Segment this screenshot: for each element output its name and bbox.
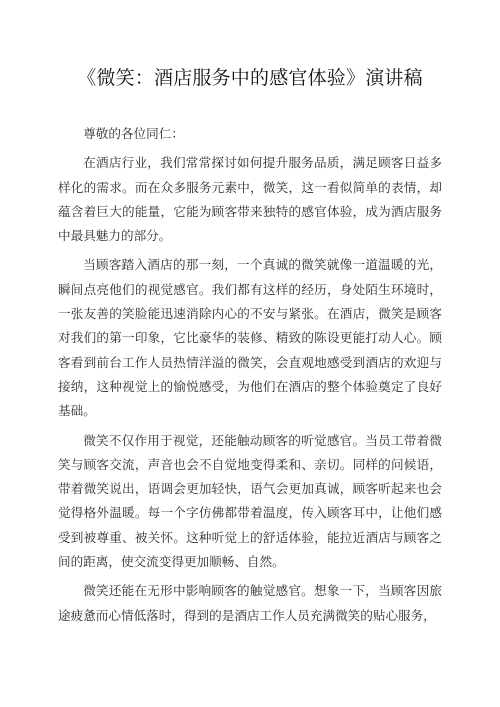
salutation: 尊敬的各位同仁： — [83, 126, 184, 141]
paragraph-auditory-sense: 微笑不仅作用于视觉，还能触动顾客的听觉感官。当员工带着微笑与顾客交流，声音也会不自觉地变得柔和、亲切。同样的问候语，带着微笑说出，语调会更加轻快，语气会更加真诚，顾客听起来也会觉得格外温暖。每一个字仿佛都带着温度，传入顾客耳中，让他们感受到被尊重、被关怀。这种听觉上的舒适体验，能拉近酒店与顾客之间的距离，使交流变得更加顺畅、自然。 — [58, 432, 442, 570]
document-body — [58, 122, 442, 628]
paragraph-intro: 在酒店行业，我们常常探讨如何提升服务品质，满足顾客日益多样化的需求。而在众多服务元素中，微笑，这一看似简单的表情，却蕴含着巨大的能量，它能为顾客带来独特的感官体验，成为酒店服务中最具魅力的部分。 — [58, 155, 442, 244]
paragraph-visual-sense: 当顾客踏入酒店的那一刻，一个真诚的微笑就像一道温暖的光，瞬间点亮他们的视觉感官。我们都有这样的经历，身处陌生环境时，一张友善的笑脸能迅速消除内心的不安与紧张。在酒店，微笑是顾客对我们的第一印象，它比豪华的装修、精致的陈设更能打动人心。顾客看到前台工作人员热情洋溢的微笑，会直观地感受到酒店的欢迎与接纳，这种视觉上的愉悦感受，为他们在酒店的整个体验奠定了良好基础。 — [58, 257, 442, 419]
paragraph-tactile-sense: 微笑还能在无形中影响顾客的触觉感官。想象一下，当顾客因旅途疲惫而心情低落时，得到的是酒店工作人员充满微笑的贴心服务， — [58, 583, 442, 623]
document-title: 《微笑：酒店服务中的感官体验》演讲稿 — [77, 67, 423, 89]
